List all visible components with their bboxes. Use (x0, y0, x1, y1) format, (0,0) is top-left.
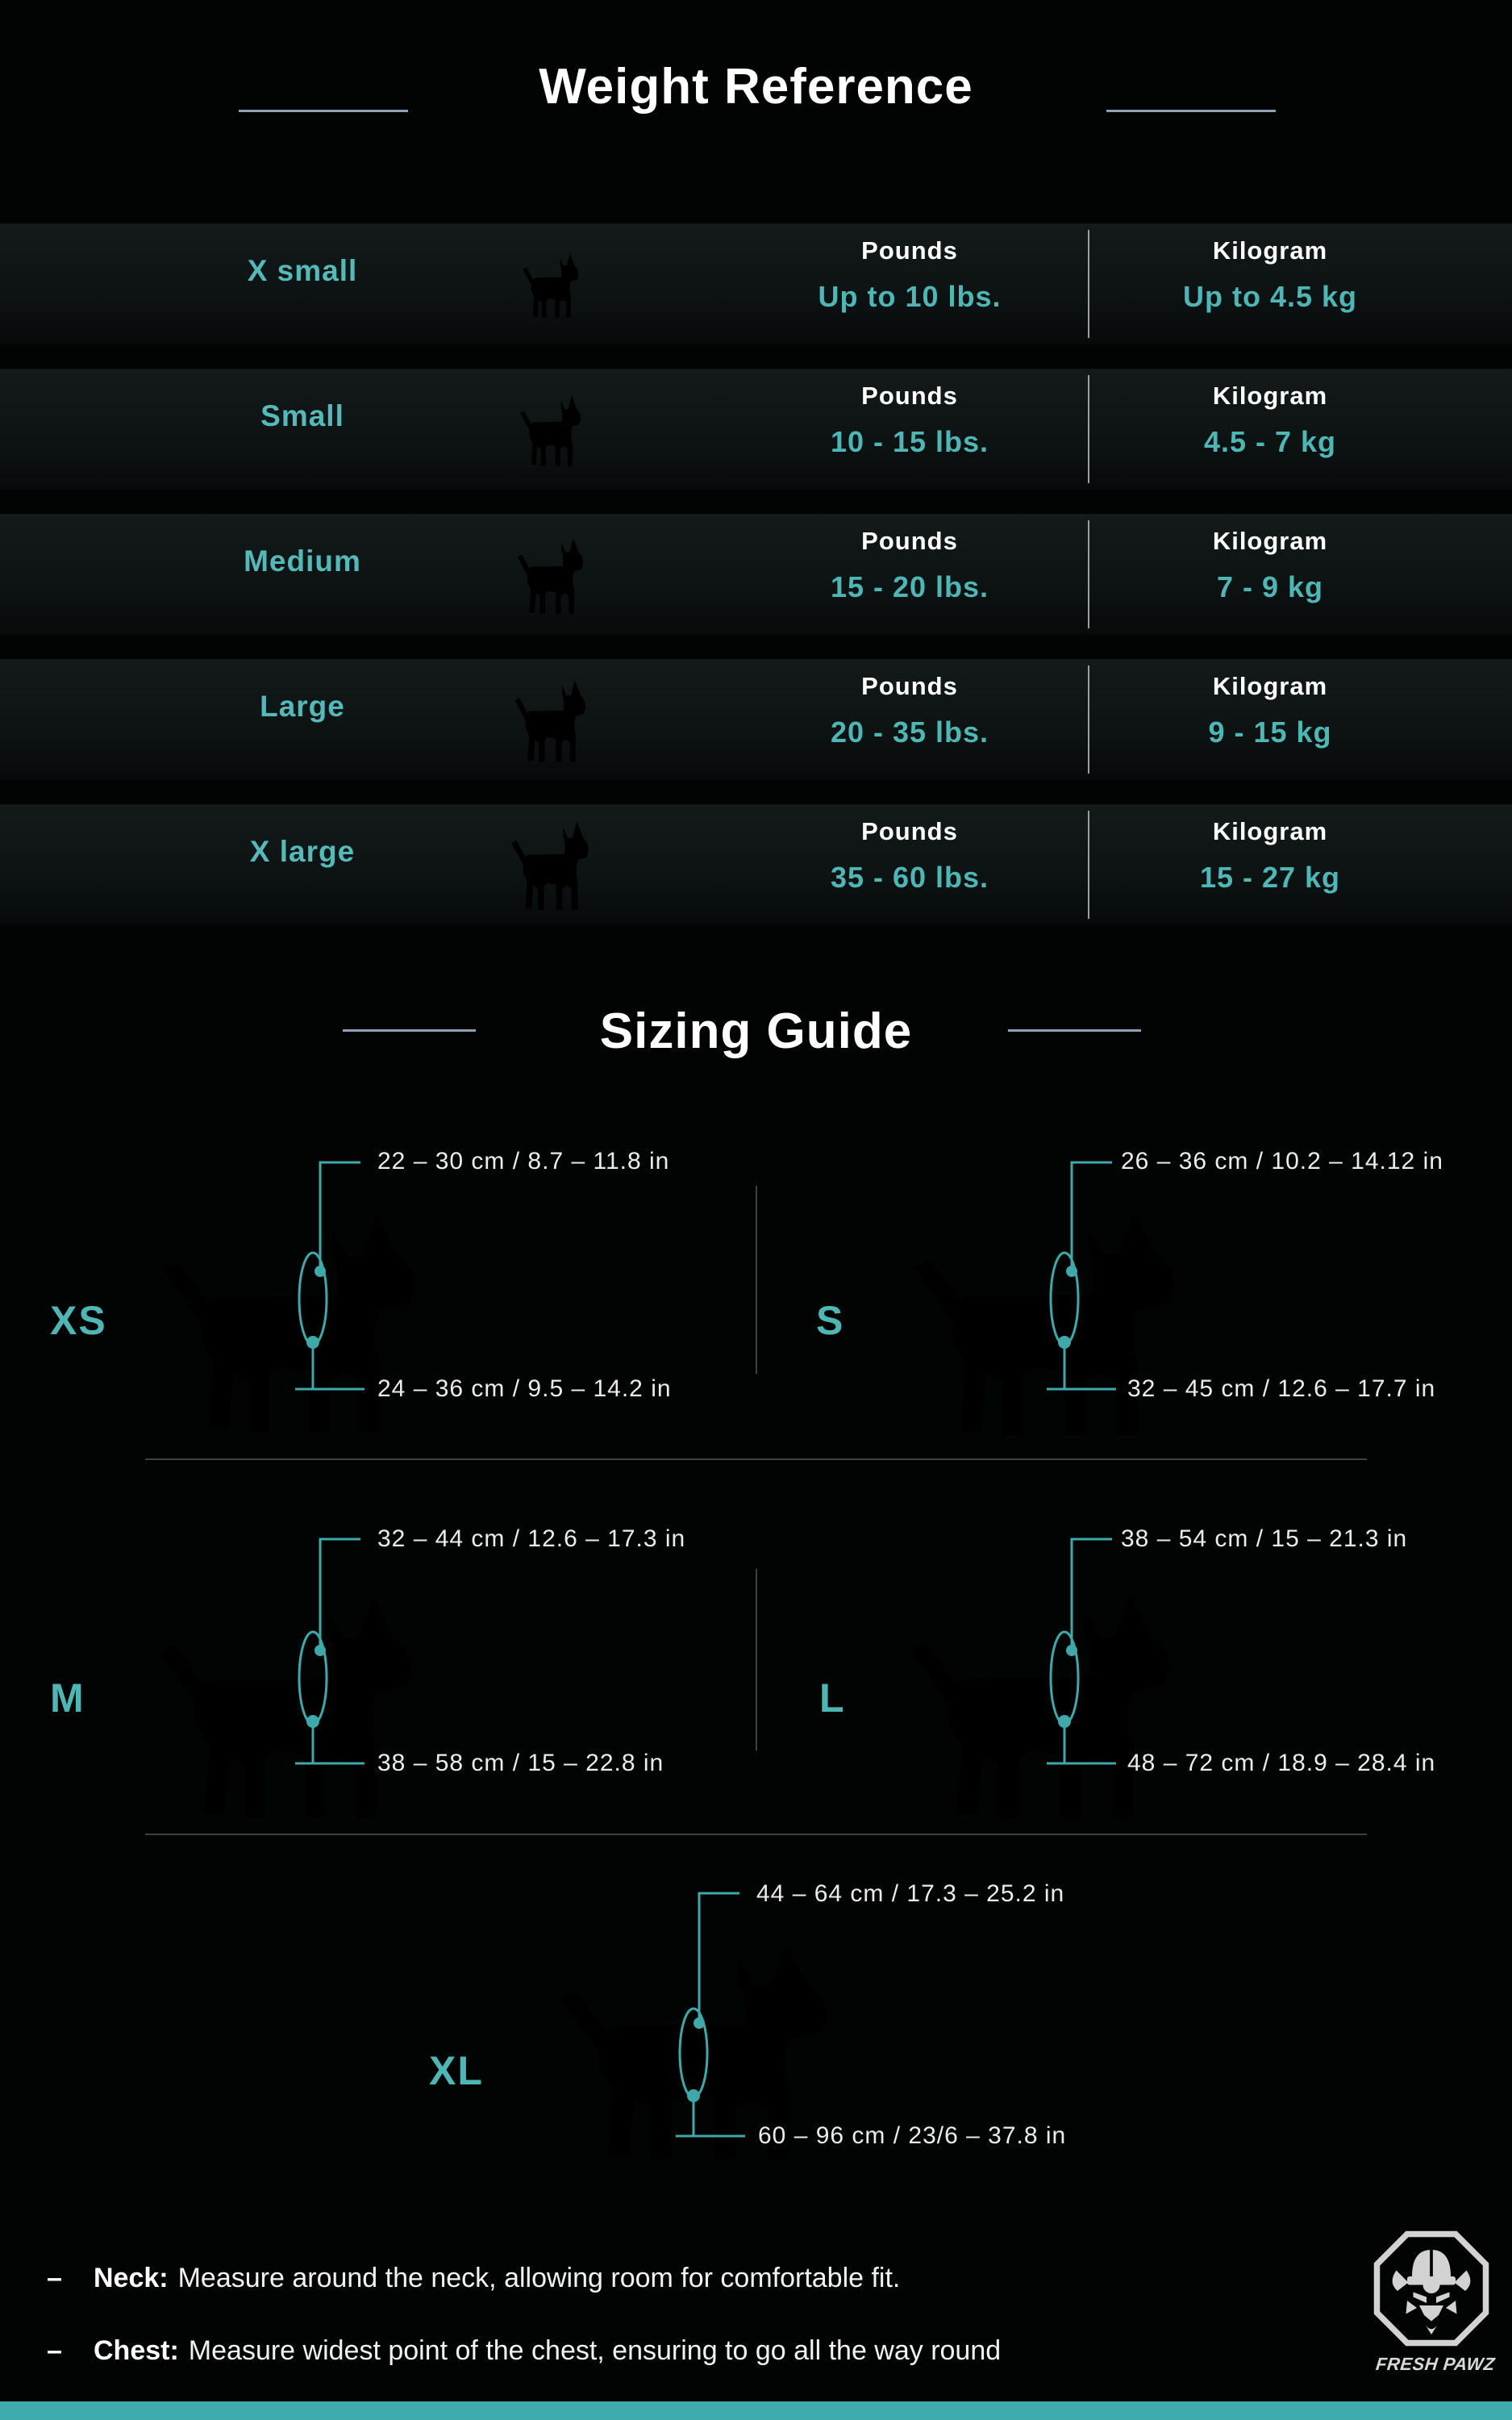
column-divider (1088, 666, 1089, 774)
dog-icon (514, 392, 591, 469)
note-chest (47, 2331, 1001, 2370)
kilogram-header: Kilogram (1212, 527, 1328, 555)
kilogram-header: Kilogram (1212, 382, 1328, 410)
chest-measurement-label-xs: 24 – 36 cm / 9.5 – 14.2 in (377, 1375, 672, 1402)
weight-row-small (0, 369, 1512, 490)
chest-measurement-label-l: 48 – 72 cm / 18.9 – 28.4 in (1127, 1750, 1436, 1776)
neck-measurement-label-l: 38 – 54 cm / 15 – 21.3 in (1121, 1525, 1408, 1552)
dog-icon (503, 816, 602, 915)
title-line-left (343, 1029, 476, 1032)
pounds-value: Up to 10 lbs. (818, 280, 1002, 313)
section-separator (756, 1186, 757, 1374)
pounds-value: 20 - 35 lbs. (830, 716, 989, 749)
kilogram-value: 7 - 9 kg (1216, 570, 1324, 603)
neck-measurement-label-s: 26 – 36 cm / 10.2 – 14.12 in (1121, 1148, 1443, 1175)
dog-figure-m (131, 1585, 454, 1829)
weight-row-medium (0, 514, 1512, 635)
size-label: Small (260, 399, 344, 432)
note-text: Measure around the neck, allowing room for comfortable fit. (177, 2263, 901, 2293)
kilogram-header: Kilogram (1212, 672, 1328, 700)
dog-figure-s (885, 1200, 1218, 1446)
note-label: Chest: (94, 2335, 179, 2366)
pounds-header: Pounds (861, 527, 958, 555)
kilogram-value: 4.5 - 7 kg (1203, 425, 1337, 458)
dog-figure-l (881, 1583, 1214, 1830)
pounds-header: Pounds (861, 672, 958, 700)
column-divider (1088, 375, 1089, 483)
kilogram-header: Kilogram (1212, 817, 1328, 845)
column-divider (1088, 520, 1089, 628)
column-divider (1088, 230, 1089, 338)
size-label: X small (247, 254, 358, 287)
column-divider (1088, 811, 1089, 919)
size-label: X large (249, 835, 356, 868)
weight-row-large (0, 659, 1512, 780)
size-code-l: L (819, 1675, 846, 1721)
weight-reference-title: Weight Reference (539, 59, 973, 115)
title-line-right (1008, 1029, 1141, 1032)
pounds-header: Pounds (861, 817, 958, 845)
chest-measurement-label-s: 32 – 45 cm / 12.6 – 17.7 in (1127, 1375, 1436, 1402)
pounds-value: 35 - 60 lbs. (830, 861, 989, 894)
note-text: Measure widest point of the chest, ensuring to go all the way round (188, 2335, 1002, 2366)
kilogram-value: Up to 4.5 kg (1182, 280, 1358, 313)
weight-row-xsmall (0, 223, 1512, 344)
chest-measurement-label-m: 38 – 58 cm / 15 – 22.8 in (377, 1750, 664, 1776)
note-dash: – (47, 2335, 62, 2366)
octagon-dog-badge-icon (1371, 2228, 1492, 2349)
sizing-guide-title: Sizing Guide (599, 1003, 913, 1059)
section-separator (145, 1458, 1367, 1460)
title-line-right (1106, 110, 1276, 112)
neck-measurement-label-xl: 44 – 64 cm / 17.3 – 25.2 in (756, 1880, 1065, 1907)
pounds-header: Pounds (861, 236, 958, 265)
dog-icon (507, 676, 598, 766)
size-label: Medium (244, 544, 361, 578)
neck-measurement-label-m: 32 – 44 cm / 12.6 – 17.3 in (377, 1525, 686, 1552)
size-label: Large (260, 690, 345, 723)
bottom-accent-bar (0, 2401, 1512, 2420)
pounds-header: Pounds (861, 382, 958, 410)
size-code-xs: XS (50, 1298, 107, 1343)
title-line-left (239, 110, 408, 112)
note-dash: – (47, 2263, 62, 2293)
kilogram-value: 9 - 15 kg (1208, 716, 1332, 749)
note-neck (47, 2259, 900, 2297)
dog-icon (517, 250, 588, 321)
chest-measurement-label-xl: 60 – 96 cm / 23/6 – 37.8 in (758, 2122, 1067, 2149)
dog-figure-xs (135, 1204, 458, 1444)
brand-wordmark: FRESH PAWZ (1374, 2354, 1497, 2374)
section-separator (145, 1834, 1367, 1835)
pounds-value: 15 - 20 lbs. (830, 570, 989, 603)
weight-row-xlarge (0, 804, 1512, 925)
dog-icon (510, 534, 594, 618)
size-code-xl: XL (429, 2048, 484, 2093)
size-code-s: S (816, 1298, 845, 1343)
pounds-value: 10 - 15 lbs. (830, 425, 989, 458)
neck-measurement-label-xs: 22 – 30 cm / 8.7 – 11.8 in (377, 1148, 670, 1175)
note-label: Neck: (94, 2263, 169, 2293)
brand-logo (1363, 2228, 1508, 2389)
kilogram-value: 15 - 27 kg (1199, 861, 1341, 894)
kilogram-header: Kilogram (1212, 236, 1328, 265)
size-code-m: M (50, 1675, 85, 1721)
section-separator (756, 1569, 757, 1750)
